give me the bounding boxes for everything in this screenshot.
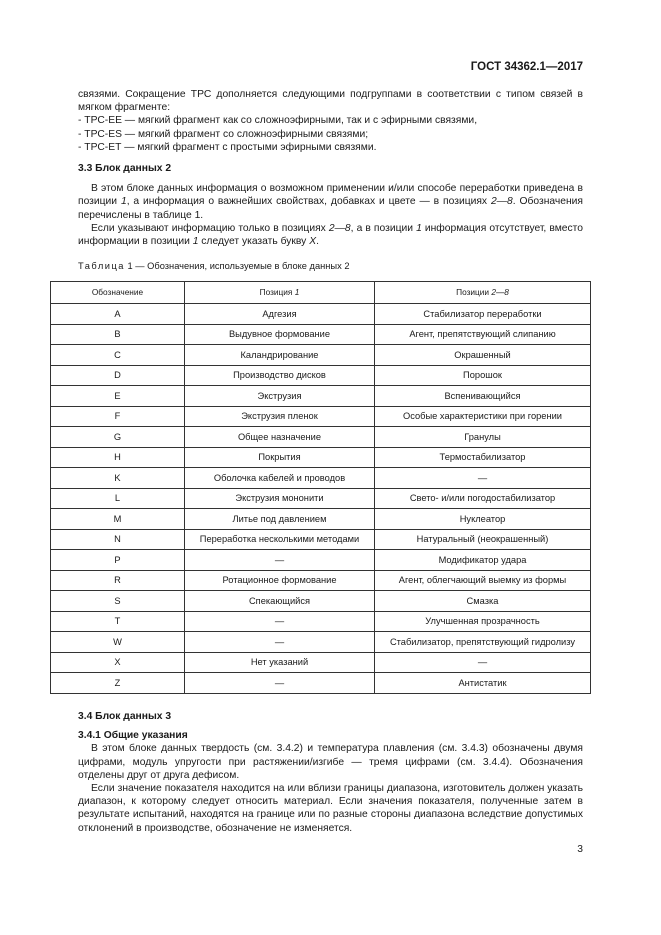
cell-positions-2-8: Модификатор удара — [375, 550, 591, 571]
cell-position-1: Литье под давлением — [185, 509, 375, 530]
cell-designation: T — [51, 611, 185, 632]
cell-designation: R — [51, 570, 185, 591]
section-3-3-paragraph-2: Если указывают информацию только в позициях 2—8, а в позиции 1 информация отсутствует, вместо информации в позиции 1 следует указать букву X. — [78, 222, 584, 248]
cell-position-1: Каландрирование — [185, 345, 375, 366]
cell-designation: P — [51, 550, 185, 571]
cell-positions-2-8: Особые характеристики при горении — [375, 406, 591, 427]
cell-designation: L — [51, 488, 185, 509]
table-row — [51, 591, 591, 612]
table-row — [51, 324, 591, 345]
cell-position-1: — — [185, 632, 375, 653]
cell-position-1: Покрытия — [185, 447, 375, 468]
cell-positions-2-8: Антистатик — [375, 673, 591, 694]
cell-positions-2-8: Смазка — [375, 591, 591, 612]
cell-designation: B — [51, 324, 185, 345]
table-row — [51, 632, 591, 653]
subsection-heading-3-4-1: 3.4.1 Общие указания — [78, 730, 188, 742]
subgroup-list — [78, 114, 583, 154]
cell-position-1: Производство дисков — [185, 365, 375, 386]
section-heading-3-3: 3.3 Блок данных 2 — [78, 163, 172, 175]
table-row — [51, 345, 591, 366]
table-row — [51, 673, 591, 694]
header-position-1: Позиция 1 — [185, 282, 375, 304]
cell-positions-2-8: Свето- и/или погодостабилизатор — [375, 488, 591, 509]
cell-positions-2-8: Улучшенная прозрачность — [375, 611, 591, 632]
cell-designation: A — [51, 304, 185, 325]
cell-positions-2-8: — — [375, 468, 591, 489]
cell-designation: M — [51, 509, 185, 530]
intro-paragraph: связями. Сокращение ТРС дополняется следующими подгруппами в соответствии с типом связей в мягком фрагменте: — [78, 89, 583, 114]
table-row — [51, 304, 591, 325]
cell-designation: H — [51, 447, 185, 468]
cell-position-1: Спекающийся — [185, 591, 375, 612]
cell-positions-2-8: Агент, облегчающий выемку из формы — [375, 570, 591, 591]
cell-position-1: Экструзия пленок — [185, 406, 375, 427]
list-item: - ТРС-ЕЕ — мягкий фрагмент как со сложноэфирными, так и с эфирными связями, — [78, 115, 478, 127]
cell-designation: K — [51, 468, 185, 489]
document-header: ГОСТ 34362.1—2017 — [470, 61, 583, 73]
cell-designation: C — [51, 345, 185, 366]
cell-positions-2-8: Порошок — [375, 365, 591, 386]
cell-position-1: — — [185, 611, 375, 632]
cell-designation: X — [51, 652, 185, 673]
cell-designation: S — [51, 591, 185, 612]
cell-position-1: Нет указаний — [185, 652, 375, 673]
cell-positions-2-8: Стабилизатор переработки — [375, 304, 591, 325]
cell-designation: W — [51, 632, 185, 653]
cell-designation: G — [51, 427, 185, 448]
list-item: - ТРС-ES — мягкий фрагмент со сложноэфирными связями; — [78, 128, 369, 140]
table-row — [51, 447, 591, 468]
cell-positions-2-8: — — [375, 652, 591, 673]
table-row — [51, 488, 591, 509]
list-item: - ТРС-ЕТ — мягкий фрагмент с простыми эфирными связями. — [78, 141, 377, 153]
table-row — [51, 365, 591, 386]
header-positions-2-8: Позиции 2—8 — [375, 282, 591, 304]
cell-positions-2-8: Нуклеатор — [375, 509, 591, 530]
cell-designation: Z — [51, 673, 185, 694]
section-3-4-1-paragraph-2: Если значение показателя находится на или вблизи границы диапазона, изготовитель должен указать диапазон, к которому следует относить материал. Если значения показателя, полученные затем в результате испытаний, находятся на границе или по разные стороны диапазона вследствие допустимых отклонений в производстве, обозначение не изменяется. — [78, 782, 583, 834]
cell-position-1: Экструзия — [185, 386, 375, 407]
cell-designation: D — [51, 365, 185, 386]
page-number: 3 — [577, 844, 583, 855]
table-caption: Таблица 1 — Обозначения, используемые в блоке данных 2 — [78, 261, 350, 272]
cell-position-1: Экструзия мононити — [185, 488, 375, 509]
table-row — [51, 611, 591, 632]
cell-positions-2-8: Стабилизатор, препятствующий гидролизу — [375, 632, 591, 653]
designations-table — [50, 281, 591, 694]
page-content — [78, 88, 583, 835]
section-3-4-1-paragraph-1: В этом блоке данных твердость (см. 3.4.2) и температура плавления (см. 3.4.3) обозначены двумя цифрами, модуль упругости при растяжении/изгибе — тремя цифрами (см. 3.4.4). Обозначения отделены друг от друга дефисом. — [78, 743, 583, 781]
cell-positions-2-8: Термостабилизатор — [375, 447, 591, 468]
table-row — [51, 652, 591, 673]
cell-positions-2-8: Гранулы — [375, 427, 591, 448]
section-3-3-paragraph-1: В этом блоке данных информация о возможном применении и/или способе переработки приведена в позиции 1, а информация о важнейших свойствах, добавках и цвете — в позициях 2—8. Обозначения перечислены в таблице 1. — [78, 183, 583, 221]
table-row — [51, 509, 591, 530]
cell-positions-2-8: Окрашенный — [375, 345, 591, 366]
cell-positions-2-8: Вспенивающийся — [375, 386, 591, 407]
cell-position-1: Выдувное формование — [185, 324, 375, 345]
cell-position-1: Адгезия — [185, 304, 375, 325]
header-designation: Обозначение — [51, 282, 185, 304]
section-heading-3-4: 3.4 Блок данных 3 — [78, 710, 172, 722]
table-row — [51, 406, 591, 427]
cell-position-1: — — [185, 550, 375, 571]
cell-position-1: Переработка несколькими методами — [185, 529, 375, 550]
cell-positions-2-8: Натуральный (неокрашенный) — [375, 529, 591, 550]
table-row — [51, 386, 591, 407]
cell-designation: F — [51, 406, 185, 427]
table-row — [51, 570, 591, 591]
cell-designation: N — [51, 529, 185, 550]
cell-designation: E — [51, 386, 185, 407]
table-row — [51, 427, 591, 448]
cell-position-1: Общее назначение — [185, 427, 375, 448]
cell-positions-2-8: Агент, препятствующий слипанию — [375, 324, 591, 345]
cell-position-1: Оболочка кабелей и проводов — [185, 468, 375, 489]
table-header-row — [51, 282, 591, 304]
cell-position-1: — — [185, 673, 375, 694]
table-row — [51, 468, 591, 489]
cell-position-1: Ротационное формование — [185, 570, 375, 591]
table-row — [51, 550, 591, 571]
table-body — [51, 304, 591, 694]
table-row — [51, 529, 591, 550]
